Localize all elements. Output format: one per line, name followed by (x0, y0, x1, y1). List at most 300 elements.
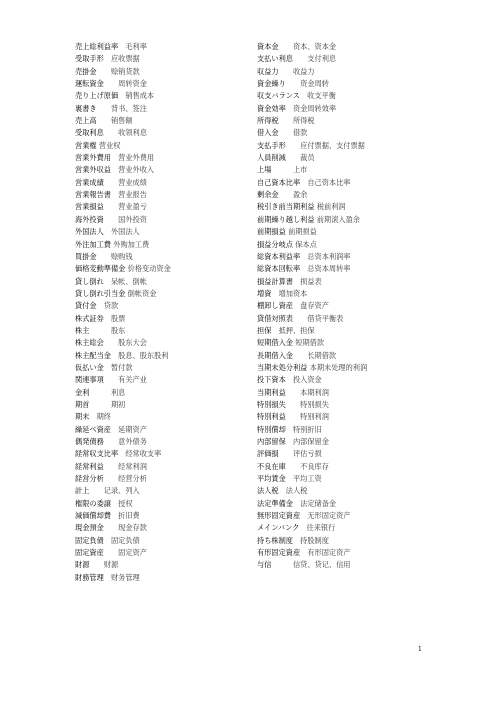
glossary-row (75, 559, 245, 571)
japanese-term: 期末 (75, 412, 90, 422)
japanese-term: 収支バランス (257, 91, 300, 101)
japanese-term: 期首 (75, 399, 90, 409)
term-separator (104, 128, 118, 137)
glossary-row (75, 300, 245, 312)
japanese-term: 特別償却 (257, 424, 286, 434)
term-separator (279, 190, 293, 199)
chinese-translation: 盘存资产 (300, 301, 329, 311)
chinese-translation: 倒帐资金 (127, 288, 157, 298)
japanese-term: 繰延べ資産 (75, 424, 111, 434)
chinese-translation: 应付票据、支付票据 (300, 140, 365, 150)
japanese-term: 資金効率 (257, 103, 286, 113)
japanese-term: 営業外収益 (75, 165, 111, 175)
chinese-translation: 法定储备金 (300, 498, 337, 508)
japanese-term: 仮払い金 (75, 362, 104, 372)
term-separator (104, 314, 111, 323)
japanese-term: 金利 (75, 387, 90, 397)
glossary-row (257, 53, 457, 65)
term-separator (293, 314, 307, 323)
chinese-translation: 期终 (96, 412, 111, 422)
chinese-translation: 增加资本 (278, 288, 308, 298)
glossary-row (75, 399, 245, 411)
japanese-term: 評価損 (257, 449, 279, 459)
japanese-term: 税引き前当期利益 (257, 202, 315, 212)
japanese-term: 特別損失 (257, 399, 286, 409)
chinese-translation: 经营分析 (118, 474, 147, 484)
chinese-translation: 销售额 (110, 116, 133, 126)
japanese-term: 支払手形 (257, 140, 286, 150)
chinese-translation: 上市 (292, 165, 308, 175)
japanese-term: 支払い利息 (257, 54, 293, 64)
glossary-row (75, 189, 245, 201)
chinese-translation: 背书、签注 (110, 103, 147, 113)
japanese-term: 営業損益 (75, 202, 104, 212)
japanese-term: 受取利息 (75, 128, 104, 138)
chinese-translation: 借款 (292, 128, 308, 138)
chinese-translation: 营业成绩 (118, 177, 147, 187)
glossary-row (257, 374, 457, 386)
term-separator (104, 573, 111, 582)
japanese-term: 貸し倒れ (75, 276, 104, 286)
chinese-translation: 支付利息 (307, 54, 337, 64)
glossary-row (257, 177, 457, 189)
chinese-translation: 暂付款 (110, 362, 133, 372)
chinese-translation: 销售成本 (125, 91, 155, 101)
glossary-row (75, 350, 245, 362)
japanese-term: 自己資本比率 (257, 177, 301, 187)
chinese-translation: 财务管理 (110, 572, 140, 582)
glossary-row (257, 547, 457, 559)
japanese-term: 投下資本 (257, 375, 286, 385)
japanese-term: 総資本利益率 (257, 251, 301, 261)
japanese-term: 資金繰り (257, 79, 286, 89)
chinese-translation: 营业外收入 (118, 165, 155, 175)
japanese-term: 営業報告書 (75, 190, 111, 200)
term-separator (104, 536, 111, 545)
japanese-term: 経常利益 (75, 461, 104, 471)
glossary-row (257, 325, 457, 337)
term-separator (279, 449, 293, 458)
japanese-term: 貸し倒れ引当金 (75, 288, 126, 298)
chinese-translation: 经常利润 (118, 461, 147, 471)
japanese-term: 財源 (75, 560, 90, 570)
glossary-row (75, 103, 245, 115)
japanese-term: 所得税 (257, 116, 279, 126)
japanese-term: 剰余金 (257, 190, 279, 200)
page-number: 1 (418, 646, 422, 653)
chinese-translation: 期初 (110, 399, 126, 409)
chinese-translation: 国外投资 (118, 214, 147, 224)
chinese-translation: 不良库存 (300, 461, 329, 471)
japanese-term: 関連事項 (75, 375, 104, 385)
glossary-row (257, 362, 457, 374)
term-separator (286, 79, 300, 88)
glossary-row (75, 214, 245, 226)
chinese-translation: 借贷平衡表 (307, 313, 344, 323)
chinese-translation: 税前利润 (316, 202, 346, 212)
glossary-row (257, 300, 457, 312)
term-separator (104, 462, 118, 471)
chinese-translation: 毛利率 (125, 42, 147, 51)
chinese-translation: 营业外费用 (118, 153, 155, 163)
chinese-translation: 固定资产 (118, 548, 147, 558)
chinese-translation: 外购加工费 (113, 239, 150, 249)
chinese-translation: 自己资本比率 (307, 177, 351, 187)
glossary-row (75, 177, 245, 189)
glossary-row (75, 522, 245, 534)
chinese-translation: 本期利润 (300, 387, 329, 397)
japanese-term: 売上高 (75, 116, 97, 126)
chinese-translation: 平均工资 (292, 474, 322, 484)
term-separator (271, 560, 293, 569)
glossary-row (75, 411, 245, 423)
chinese-translation: 特别损失 (300, 399, 329, 409)
term-separator (104, 548, 118, 557)
japanese-term: 株式証券 (75, 313, 104, 323)
chinese-translation: 总资本周转率 (307, 264, 351, 274)
term-separator (104, 474, 118, 483)
glossary-row (75, 53, 245, 65)
term-separator (279, 128, 293, 137)
chinese-translation: 裁员 (300, 153, 315, 163)
japanese-term: 内部留保 (257, 437, 286, 446)
glossary-row (257, 498, 457, 510)
glossary-row (75, 473, 245, 485)
chinese-translation: 呆帐、倒帐 (110, 276, 147, 286)
chinese-translation: 投入资金 (292, 375, 322, 385)
chinese-translation: 保本点 (295, 239, 317, 249)
glossary-row (75, 78, 245, 90)
term-separator (293, 54, 307, 63)
glossary-row (75, 152, 245, 164)
glossary-row (75, 436, 245, 448)
chinese-translation: 无形固定资产 (307, 511, 351, 521)
chinese-translation: 特别折旧 (292, 424, 322, 434)
chinese-translation: 资本、资本金 (292, 42, 337, 51)
glossary-row (257, 436, 457, 448)
glossary-row (75, 127, 245, 139)
term-separator (286, 153, 300, 162)
glossary-row (257, 387, 457, 399)
japanese-term: 貸付金 (75, 301, 97, 311)
glossary-row (257, 411, 457, 423)
glossary-row (257, 510, 457, 522)
chinese-translation: 短期借款 (295, 338, 325, 348)
chinese-translation: 赊销货款 (110, 66, 140, 76)
term-separator (286, 375, 293, 384)
glossary-row (75, 115, 245, 127)
chinese-translation: 内部保留金 (292, 437, 329, 446)
japanese-term: 有形固定資産 (257, 548, 301, 558)
japanese-term: 資本金 (257, 42, 279, 51)
chinese-translation: 资金周转效率 (292, 103, 337, 113)
glossary-row (257, 461, 457, 473)
glossary-row (75, 90, 245, 102)
chinese-translation: 经常收支率 (125, 449, 162, 459)
term-separator (89, 326, 111, 335)
glossary-row (257, 337, 457, 349)
chinese-translation: 意外债务 (118, 437, 147, 446)
glossary-row (257, 214, 457, 226)
japanese-term: 裏書き (75, 103, 97, 113)
japanese-term: 総資本回転率 (257, 264, 301, 274)
chinese-translation: 有形固定资产 (307, 548, 351, 558)
glossary-row (75, 263, 245, 275)
japanese-term: 海外投資 (75, 214, 104, 224)
glossary-row (257, 399, 457, 411)
glossary-row (75, 547, 245, 559)
glossary-row (257, 239, 457, 251)
chinese-translation: 营业报告 (118, 190, 147, 200)
glossary-row (257, 350, 457, 362)
term-separator (104, 202, 118, 211)
japanese-term: 株主総会 (75, 338, 104, 348)
japanese-term: 売上総利益率 (75, 42, 119, 51)
chinese-translation: 损益表 (300, 276, 322, 286)
chinese-translation: 股东 (110, 325, 126, 335)
chinese-translation: 收益力 (292, 66, 315, 76)
glossary-row (257, 78, 457, 90)
chinese-translation: 周转资金 (118, 79, 147, 89)
glossary-row (75, 201, 245, 213)
glossary-row (257, 263, 457, 275)
japanese-term: 経営分析 (75, 474, 104, 484)
chinese-translation: 收支平衡 (307, 91, 336, 101)
glossary-row (75, 239, 245, 251)
japanese-term: 持ち株制度 (257, 535, 293, 545)
glossary-row (257, 201, 457, 213)
term-separator (286, 425, 293, 434)
chinese-translation: 价格变动资金 (127, 264, 171, 274)
japanese-term: 収益力 (257, 66, 279, 76)
chinese-translation: 营业盈亏 (118, 202, 147, 212)
glossary-row (257, 288, 457, 300)
japanese-term: 貸借対照表 (257, 313, 293, 323)
term-separator (279, 486, 286, 495)
glossary-row (75, 498, 245, 510)
chinese-translation: 信贷、贷记、信用 (292, 560, 351, 570)
glossary-row (75, 535, 245, 547)
japanese-term: 固定資産 (75, 548, 104, 558)
term-separator (97, 252, 111, 261)
glossary-row (75, 251, 245, 263)
term-separator (89, 486, 103, 495)
glossary-row (75, 424, 245, 436)
japanese-term: 長期借入金 (257, 350, 293, 360)
japanese-term: 偶発債務 (75, 437, 104, 446)
japanese-term: 営業成績 (75, 177, 104, 187)
japanese-term: 権限の委譲 (75, 498, 111, 508)
glossary-row (75, 164, 245, 176)
japanese-term: 財務管理 (75, 572, 104, 582)
japanese-term: 外国法人 (75, 227, 104, 237)
glossary-row (257, 226, 457, 238)
glossary-row (257, 251, 457, 263)
term-separator (104, 215, 118, 224)
japanese-term: 平均賃金 (257, 474, 286, 484)
japanese-term: 売掛金 (75, 66, 97, 76)
term-separator (104, 437, 118, 446)
glossary-row (257, 313, 457, 325)
glossary-row (75, 140, 245, 152)
term-separator (97, 116, 111, 125)
chinese-translation: 折旧费 (118, 511, 140, 521)
chinese-translation: 贷款 (103, 301, 119, 311)
chinese-translation: 股息、股东股利 (118, 350, 169, 360)
term-separator (299, 523, 306, 532)
japanese-term: 売り上げ原価 (75, 91, 119, 101)
chinese-translation: 股票 (110, 313, 126, 323)
japanese-term: 固定負債 (75, 535, 104, 545)
japanese-term: 営業外費用 (75, 153, 111, 163)
japanese-term: 買掛金 (75, 251, 97, 261)
chinese-translation: 抵押、担保 (278, 325, 315, 335)
chinese-translation: 往来银行 (306, 523, 336, 533)
japanese-term: 人員削減 (257, 153, 286, 163)
chinese-translation: 收领利息 (118, 128, 147, 138)
term-separator (97, 301, 104, 310)
japanese-term: 経常収支比率 (75, 449, 119, 459)
term-separator (271, 165, 293, 174)
japanese-term: 短期借入金 (257, 338, 293, 348)
glossary-row (257, 424, 457, 436)
japanese-term: 損益計算書 (257, 276, 293, 286)
term-separator (89, 400, 111, 409)
chinese-translation: 股东大会 (118, 338, 147, 348)
term-separator (104, 277, 111, 286)
chinese-translation: 利息 (110, 387, 126, 397)
left-term-column (75, 41, 245, 584)
term-separator (104, 227, 111, 236)
chinese-translation: 授权 (118, 498, 133, 508)
chinese-translation: 盈余 (292, 190, 308, 200)
chinese-translation: 特别利润 (300, 412, 329, 422)
term-separator (286, 412, 300, 421)
chinese-translation: 财源 (103, 560, 119, 570)
glossary-row (257, 276, 457, 288)
chinese-translation: 固定负债 (110, 535, 140, 545)
glossary-row (257, 535, 457, 547)
japanese-term: 運転資金 (75, 79, 104, 89)
chinese-translation: 评估亏损 (292, 449, 322, 459)
term-separator (104, 54, 111, 63)
chinese-translation: 本期未处理的利润 (309, 362, 368, 372)
chinese-translation: 有关产业 (118, 375, 147, 385)
chinese-translation: 现金存款 (118, 523, 147, 533)
glossary-row (257, 189, 457, 201)
term-separator (89, 388, 111, 397)
glossary-row (257, 115, 457, 127)
japanese-term: 棚卸し資産 (257, 301, 293, 311)
glossary-row (75, 276, 245, 288)
glossary-row (257, 103, 457, 115)
japanese-term: 損益分岐点 (257, 239, 293, 249)
chinese-translation: 外国法人 (110, 227, 140, 237)
term-separator (104, 523, 118, 532)
chinese-translation: 总资本利润率 (307, 251, 351, 261)
term-separator (279, 42, 293, 51)
japanese-term: 不良在庫 (257, 461, 286, 471)
japanese-term: 現金預金 (75, 523, 104, 533)
chinese-translation: 法人税 (285, 486, 308, 496)
glossary-row (75, 288, 245, 300)
glossary-row (75, 66, 245, 78)
glossary-row (75, 362, 245, 374)
chinese-translation: 记录、列入 (103, 486, 140, 496)
term-separator (271, 289, 278, 298)
glossary-row (75, 41, 245, 53)
japanese-term: 当期利益 (257, 387, 286, 397)
chinese-translation: 延期资产 (118, 424, 147, 434)
glossary-row (75, 461, 245, 473)
glossary-row (257, 485, 457, 497)
glossary-row (75, 374, 245, 386)
japanese-term: 減価償却費 (75, 511, 111, 521)
japanese-term: 法定準備金 (257, 498, 293, 508)
chinese-translation: 前期滚入盈余 (316, 214, 360, 224)
glossary-row (75, 313, 245, 325)
glossary-row (257, 164, 457, 176)
term-separator (279, 116, 293, 125)
term-separator (286, 388, 300, 397)
chinese-translation: 长期借款 (307, 350, 337, 360)
chinese-translation: 赊购钱 (110, 251, 133, 261)
term-separator (104, 375, 118, 384)
term-separator (104, 363, 111, 372)
japanese-term: 特別利益 (257, 412, 286, 422)
term-separator (89, 560, 103, 569)
term-separator (104, 338, 118, 347)
term-separator (286, 104, 293, 113)
glossary-row (257, 127, 457, 139)
japanese-term: 株主 (75, 325, 90, 335)
japanese-term: 無形固定資産 (257, 511, 301, 521)
japanese-term: 営業権 (75, 140, 97, 150)
glossary-row (257, 66, 457, 78)
japanese-term: 計上 (75, 486, 90, 496)
japanese-term: 受取手形 (75, 54, 104, 64)
glossary-row (75, 448, 245, 460)
term-separator (286, 474, 293, 483)
japanese-term: 法人税 (257, 486, 279, 496)
right-term-column (257, 41, 457, 572)
japanese-term: 担保 (257, 325, 272, 335)
glossary-row (75, 337, 245, 349)
japanese-term: メインバンク (257, 523, 300, 533)
chinese-translation: 资金周转 (300, 79, 329, 89)
glossary-row (257, 559, 457, 571)
term-separator (97, 104, 111, 113)
japanese-term: 与信 (257, 560, 272, 570)
chinese-translation: 应收票据 (110, 54, 140, 64)
japanese-term: 当期未処分利益 (257, 362, 308, 372)
term-separator (89, 412, 96, 421)
japanese-term: 価格変動準備金 (75, 264, 126, 274)
term-separator (286, 141, 300, 150)
japanese-term: 前期繰り越し利益 (257, 214, 315, 224)
glossary-row (75, 510, 245, 522)
term-separator (286, 462, 300, 471)
glossary-row (75, 572, 245, 584)
glossary-row (257, 140, 457, 152)
term-separator (279, 67, 293, 76)
glossary-row (75, 226, 245, 238)
glossary-row (75, 325, 245, 337)
term-separator (104, 79, 118, 88)
glossary-row (257, 41, 457, 53)
glossary-row (257, 448, 457, 460)
japanese-term: 株主配当金 (75, 350, 111, 360)
